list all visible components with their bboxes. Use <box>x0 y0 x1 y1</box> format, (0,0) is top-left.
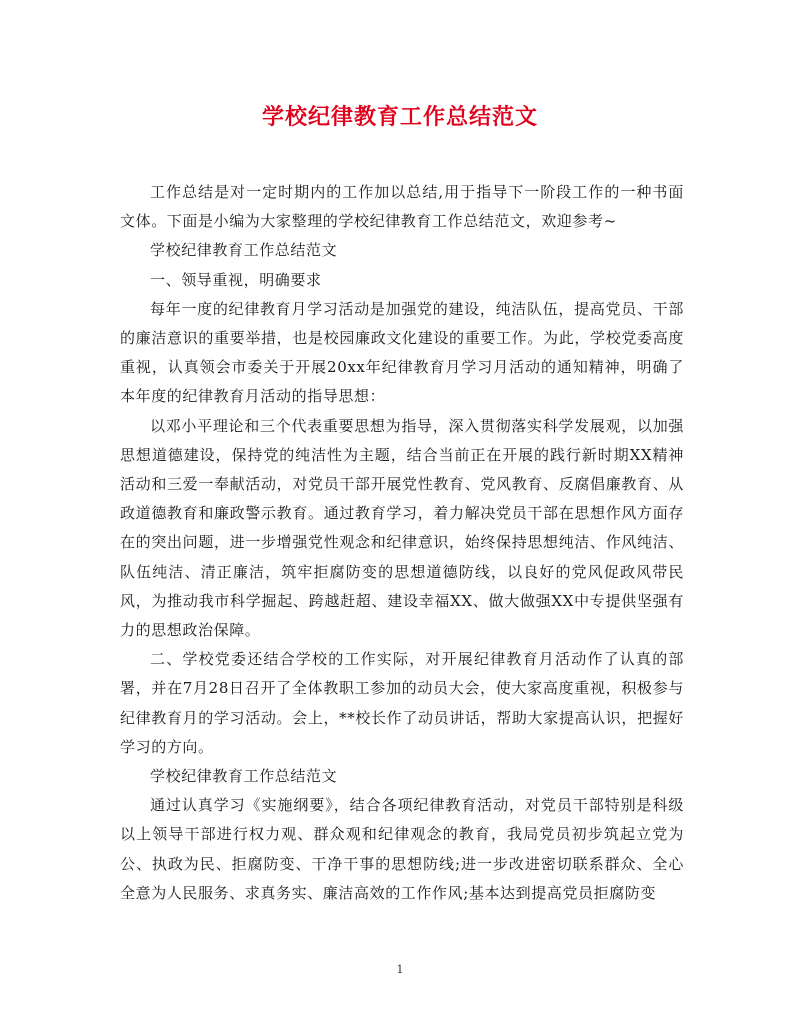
page-number: 1 <box>396 963 404 976</box>
body-paragraph: 二、学校党委还结合学校的工作实际，对开展纪律教育月活动作了认真的部署，并在7月28日召开了全体教职工参加的动员大会，使大家高度重视，积极参与纪律教育月的学习活动。会上，**校长作了动员讲话，帮助大家提高认识，把握好学习的方向。 <box>120 650 684 756</box>
body-paragraph: 每年一度的纪律教育月学习活动是加强党的建设，纯洁队伍，提高党员、干部的廉洁意识的重要举措，也是校园廉政文化建设的重要工作。为此，学校党委高度重视，认真领会市委关于开展20xx年纪律教育月学习月活动的通知精神，明确了本年度的纪律教育月活动的指导思想： <box>120 299 684 406</box>
subheading-1: 一、领导重视，明确要求 <box>150 270 322 289</box>
document-title: 学校纪律教育工作总结范文 <box>261 104 538 130</box>
document-body <box>120 178 684 908</box>
body-paragraph: 通过认真学习《实施纲要》，结合各项纪律教育活动，对党员干部特别是科级以上领导干部进行权力观、群众观和纪律观念的教育，我局党员初步筑起立党为公、执政为民、拒腐防变、干净干事的思想防线;进一步改进密切联系群众、全心全意为人民服务、求真务实、廉洁高效的工作作风;基本达到提高党员拒腐防变 <box>120 796 684 902</box>
body-paragraph: 以邓小平理论和三个代表重要思想为指导，深入贯彻落实科学发展观，以加强思想道德建设，保持党的纯洁性为主题，结合当前正在开展的践行新时期XX精神活动和三爱一奉献活动，对党员干部开展党性教育、党风教育、反腐倡廉教育、从政道德教育和廉政警示教育。通过教育学习，着力解决党员干部在思想作风方面存在的突出问题，进一步增强党性观念和纪律意识，始终保持思想纯洁、作风纯洁、队伍纯洁、清正廉洁，筑牢拒腐防变的思想道德防线，以良好的党风促政风带民风，为推动我市科学掘起、跨越赶超、建设幸福XX、做大做强XX中专提供坚强有力的思想政治保障。 <box>120 416 684 640</box>
section-heading: 学校纪律教育工作总结范文 <box>150 241 338 260</box>
intro-paragraph: 工作总结是对一定时期内的工作加以总结,用于指导下一阶段工作的一种书面文体。下面是小编为大家整理的学校纪律教育工作总结范文，欢迎参考~ <box>120 183 684 231</box>
section-heading: 学校纪律教育工作总结范文 <box>150 767 338 786</box>
